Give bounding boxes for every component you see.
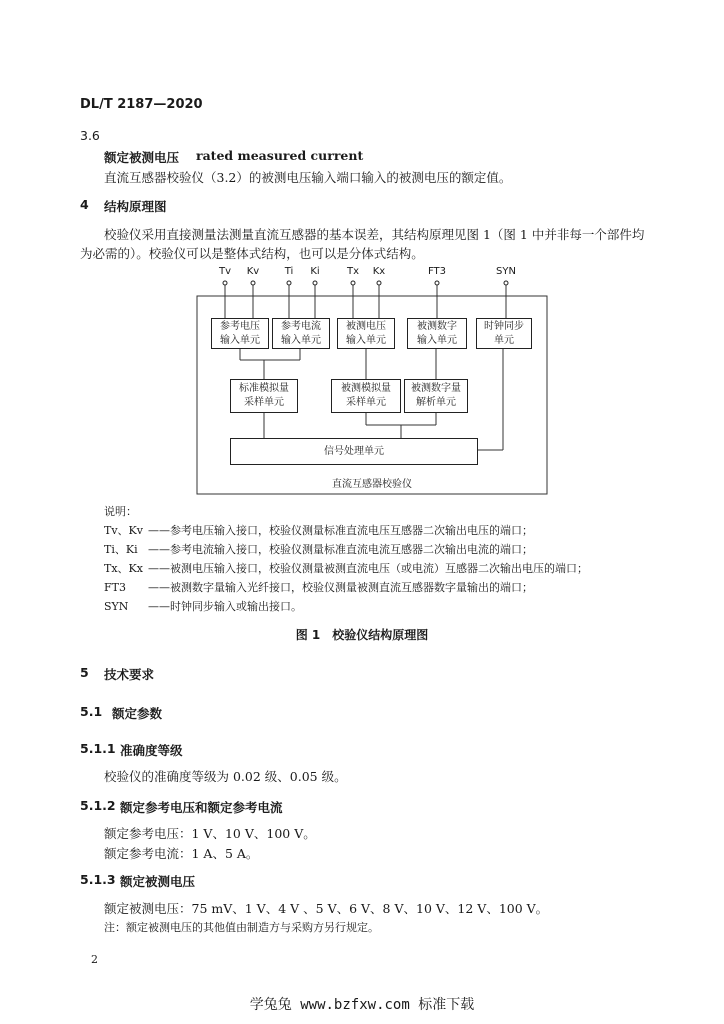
legend-desc: ——时钟同步输入或输出接口。 (148, 600, 302, 613)
legend-item (104, 579, 533, 595)
document-code: DL/T 2187—2020 (80, 97, 203, 112)
section-4-paragraph-line1: 校验仪采用直接测量法测量直流互感器的基本误差，其结构原理见图 1（图 1 中并非每一个部件均 (104, 227, 645, 242)
calibrator-frame-label: 直流互感器校验仪 (332, 479, 412, 490)
rated-measured-voltage-note: 注：额定被测电压的其他值由制造方与采购方另行规定。 (104, 921, 379, 934)
signal-processing-unit: 信号处理单元 (230, 438, 478, 465)
port-label-ft3: FT3 (427, 266, 447, 277)
figure-caption: 图 1 校验仪结构原理图 (295, 628, 429, 642)
legend-key: Tv、Kv (104, 524, 143, 537)
port-label-kx: Kx (372, 266, 386, 277)
legend-item (104, 522, 533, 538)
rated-measured-voltage-text: 额定被测电压：75 mV、1 V、4 V 、5 V、6 V、8 V、10 V、12 V、100 V。 (104, 901, 549, 916)
ref-current-input-unit: 参考电流 输入单元 (272, 318, 330, 349)
standard-analog-sampling-unit: 标准模拟量 采样单元 (230, 379, 298, 413)
measured-digital-input-unit: 被测数字 输入单元 (407, 318, 467, 349)
section-4-title: 结构原理图 (104, 199, 167, 214)
legend-key: SYN (104, 600, 129, 613)
section-3-6-number: 3.6 (80, 128, 100, 143)
ref-voltage-input-unit: 参考电压 输入单元 (211, 318, 269, 349)
legend-desc: ——被测数字量输入光纤接口，校验仪测量被测直流互感器数字量输出的端口； (148, 581, 533, 594)
section-3-6-term-en: rated measured current (196, 148, 364, 163)
legend-key: Tx、Kx (104, 562, 143, 575)
section-5-1-1-title: 准确度等级 (120, 743, 183, 758)
rated-reference-current-text: 额定参考电流：1 A、5 A。 (104, 846, 259, 861)
section-5-1-number: 5.1 (80, 704, 103, 719)
section-5-1-2-number: 5.1.2 (80, 798, 116, 813)
section-5-number: 5 (80, 665, 89, 680)
legend-desc: ——参考电流输入接口，校验仪测量标准直流电流互感器二次输出电流的端口； (148, 543, 533, 556)
accuracy-class-text: 校验仪的准确度等级为 0.02 级、0.05 级。 (104, 769, 347, 784)
port-label-ti: Ti (284, 266, 294, 277)
port-label-ki: Ki (310, 266, 320, 277)
port-label-kv: Kv (246, 266, 260, 277)
clock-sync-unit: 时钟同步 单元 (476, 318, 532, 349)
section-5-1-2-title: 额定参考电压和额定参考电流 (120, 800, 283, 815)
port-label-tx: Tx (346, 266, 360, 277)
port-label-syn: SYN (496, 266, 516, 277)
legend-title: 说明： (104, 505, 137, 518)
section-3-6-definition: 直流互感器校验仪（3.2）的被测电压输入端口输入的被测电压的额定值。 (104, 170, 512, 185)
section-4-number: 4 (80, 197, 89, 212)
legend-item (104, 541, 533, 557)
section-4-paragraph-line2: 为必需的）。校验仪可以是整体式结构，也可以是分体式结构。 (80, 246, 424, 261)
page-number: 2 (91, 953, 98, 966)
rated-reference-voltage-text: 额定参考电压：1 V、10 V、100 V。 (104, 826, 316, 841)
legend-desc: ——参考电压输入接口，校验仪测量标准直流电压互感器二次输出电压的端口； (148, 524, 533, 537)
section-5-1-title: 额定参数 (112, 706, 163, 721)
section-3-6-term-cn: 额定被测电压 (104, 150, 180, 165)
measured-voltage-input-unit: 被测电压 输入单元 (337, 318, 395, 349)
section-5-title: 技术要求 (104, 667, 155, 682)
section-5-1-3-number: 5.1.3 (80, 872, 116, 887)
measured-analog-sampling-unit: 被测模拟量 采样单元 (331, 379, 401, 413)
legend-key: FT3 (104, 581, 126, 594)
section-5-1-1-number: 5.1.1 (80, 741, 116, 756)
legend-item (104, 598, 302, 614)
footer-watermark: 学兔兔 www.bzfxw.com 标准下载 (249, 997, 475, 1013)
legend-item (104, 560, 588, 576)
port-label-tv: Tv (218, 266, 232, 277)
measured-digital-parsing-unit: 被测数字量 解析单元 (404, 379, 468, 413)
section-5-1-3-title: 额定被测电压 (120, 874, 196, 889)
legend-desc: ——被测电压输入接口，校验仪测量被测直流电压（或电流）互感器二次输出电压的端口； (148, 562, 588, 575)
legend-key: Ti、Ki (104, 543, 138, 556)
